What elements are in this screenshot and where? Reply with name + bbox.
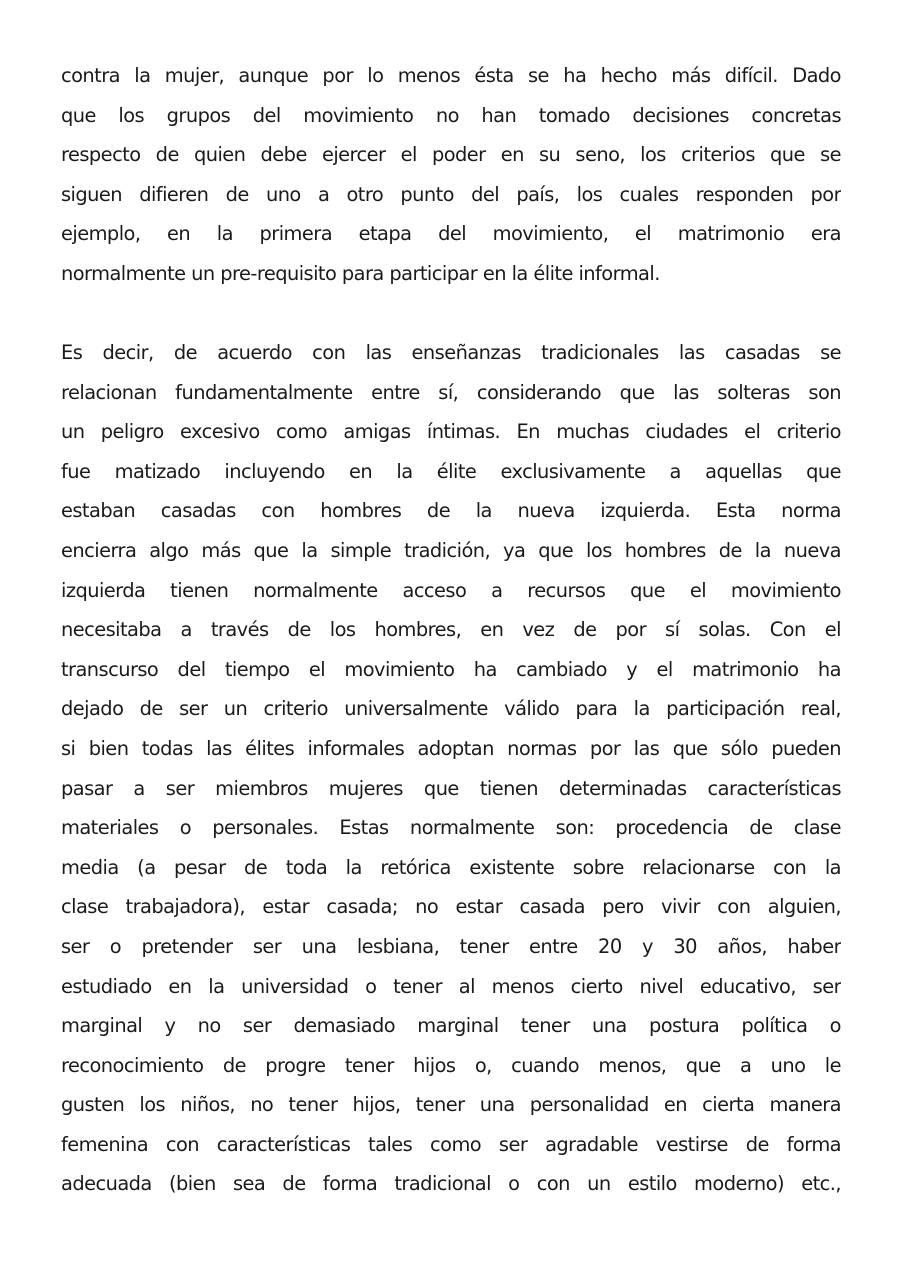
text-line: izquierda tienen normalmente acceso a recursos que el movimiento <box>61 578 841 602</box>
text-line: un peligro excesivo como amigas íntimas. En muchas ciudades el criterio <box>61 420 841 444</box>
paragraph <box>61 56 841 294</box>
text-line: transcurso del tiempo el movimiento ha cambiado y el matrimonio ha <box>61 657 841 681</box>
text-line: dejado de ser un criterio universalmente válido para la participación real, <box>61 697 841 721</box>
text-line: marginal y no ser demasiado marginal tener una postura política o <box>61 1014 841 1038</box>
text-line: encierra algo más que la simple tradición, ya que los hombres de la nueva <box>61 538 841 562</box>
text-line: respecto de quien debe ejercer el poder en su seno, los criterios que se <box>61 143 841 167</box>
text-line: contra la mujer, aunque por lo menos ésta se ha hecho más difícil. Dado <box>61 64 841 87</box>
text-line: materiales o personales. Estas normalmente son: procedencia de clase <box>61 816 841 840</box>
text-line: estudiado en la universidad o tener al menos cierto nivel educativo, ser <box>61 974 841 998</box>
text-line: femenina con características tales como ser agradable vestirse de forma <box>61 1132 841 1156</box>
text-line: media (a pesar de toda la retórica existente sobre relacionarse con la <box>61 855 841 879</box>
text-line: clase trabajadora), estar casada; no estar casada pero vivir con alguien, <box>61 895 841 919</box>
text-line: ser o pretender ser una lesbiana, tener entre 20 y 30 años, haber <box>61 934 841 958</box>
text-line: siguen difieren de uno a otro punto del país, los cuales responden por <box>61 182 841 206</box>
text-line: ejemplo, en la primera etapa del movimiento, el matrimonio era <box>61 222 841 246</box>
text-line: Es decir, de acuerdo con las enseñanzas tradicionales las casadas se <box>61 341 841 364</box>
text-line: fue matizado incluyendo en la élite exclusivamente a aquellas que <box>61 459 841 483</box>
text-line: normalmente un pre-requisito para participar en la élite informal. <box>61 261 660 285</box>
text-line: gusten los niños, no tener hijos, tener una personalidad en cierta manera <box>61 1093 841 1117</box>
text-line: reconocimiento de progre tener hijos o, cuando menos, que a uno le <box>61 1053 841 1077</box>
text-line: pasar a ser miembros mujeres que tienen determinadas características <box>61 776 841 800</box>
text-line: relacionan fundamentalmente entre sí, considerando que las solteras son <box>61 380 841 404</box>
text-line: que los grupos del movimiento no han tomado decisiones concretas <box>61 103 841 127</box>
text-line: necesitaba a través de los hombres, en vez de por sí solas. Con el <box>61 618 841 642</box>
text-line: estaban casadas con hombres de la nueva izquierda. Esta norma <box>61 499 841 523</box>
paragraph <box>61 333 841 1204</box>
text-line: si bien todas las élites informales adoptan normas por las que sólo pueden <box>61 736 841 760</box>
text-line: adecuada (bien sea de forma tradicional o con un estilo moderno) etc., <box>61 1172 841 1196</box>
